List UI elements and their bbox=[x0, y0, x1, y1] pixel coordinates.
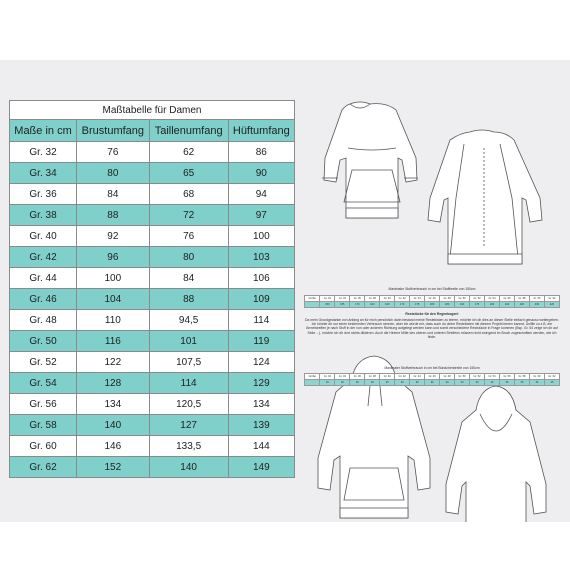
measure-cell: 103 bbox=[228, 247, 294, 268]
mini-size-cell: Gr. 40 bbox=[380, 374, 395, 380]
mini-size-cell: Gr. 32 bbox=[320, 374, 335, 380]
measure-cell: 80 bbox=[77, 163, 150, 184]
mini-size-cell: Gr. 60 bbox=[529, 296, 544, 302]
measure-cell: 140 bbox=[149, 457, 228, 478]
header-cell: Brustumfang bbox=[77, 120, 150, 142]
table-row bbox=[10, 142, 295, 163]
table-row bbox=[10, 394, 295, 415]
mini-size-cell: Gr. 58 bbox=[514, 296, 529, 302]
mini-value-cell: 170 bbox=[350, 302, 365, 308]
mini-value-cell: 30 bbox=[365, 380, 380, 386]
mini-size-cell: Gr. 42 bbox=[395, 296, 410, 302]
measure-cell: 94 bbox=[228, 184, 294, 205]
mini-value-cell: 30 bbox=[485, 380, 500, 386]
mini-value-cell: 230 bbox=[529, 302, 544, 308]
mini-value-cell: 160 bbox=[380, 302, 395, 308]
mini-size-cell: Gr. 44 bbox=[410, 374, 425, 380]
header-cell: Maße in cm bbox=[10, 120, 77, 142]
mini-size-cell: Gr. 36 bbox=[350, 296, 365, 302]
mini-size-cell: Gr. 56 bbox=[500, 374, 515, 380]
mini-value-cell: 170 bbox=[470, 302, 485, 308]
mini-value-cell: 30 bbox=[350, 380, 365, 386]
mini-size-cell: Gr. 62 bbox=[544, 374, 559, 380]
measure-cell: 86 bbox=[228, 142, 294, 163]
page-background bbox=[0, 60, 570, 522]
measure-cell: 129 bbox=[228, 373, 294, 394]
mini-value-cell: 220 bbox=[514, 302, 529, 308]
measure-cell: 133,5 bbox=[149, 436, 228, 457]
measure-cell: 96 bbox=[77, 247, 150, 268]
measure-cell: 144 bbox=[228, 436, 294, 457]
measure-cell: 119 bbox=[228, 331, 294, 352]
measure-cell: 72 bbox=[149, 205, 228, 226]
mini-size-cell: Gr. 42 bbox=[395, 374, 410, 380]
header-cell: Hüftumfang bbox=[228, 120, 294, 142]
measure-cell: 120,5 bbox=[149, 394, 228, 415]
mini-value-cell: 35 bbox=[529, 380, 544, 386]
cuff-consumption-table bbox=[304, 373, 560, 386]
mini-size-cell: Gr. 46 bbox=[425, 374, 440, 380]
mini-size-cell: Gr. 54 bbox=[485, 296, 500, 302]
illustration-panel bbox=[300, 88, 564, 522]
measure-cell: 127 bbox=[149, 415, 228, 436]
mini-size-cell: Gr. 56 bbox=[500, 296, 515, 302]
mini-value-cell: 220 bbox=[544, 302, 559, 308]
measure-cell: 104 bbox=[77, 289, 150, 310]
measure-cell: 68 bbox=[149, 184, 228, 205]
size-cell: Gr. 50 bbox=[10, 331, 77, 352]
mini-size-cell: Gr. 58 bbox=[514, 374, 529, 380]
measure-cell: 88 bbox=[77, 205, 150, 226]
measure-cell: 122 bbox=[77, 352, 150, 373]
mini-value-cell: 150 bbox=[320, 302, 335, 308]
mini-value-cell: 30 bbox=[425, 380, 440, 386]
mini-value-cell: 35 bbox=[514, 380, 529, 386]
mini-value-cell: 30 bbox=[395, 380, 410, 386]
mini-label: Größe bbox=[305, 296, 320, 302]
size-cell: Gr. 60 bbox=[10, 436, 77, 457]
mini-size-cell: Gr. 46 bbox=[425, 296, 440, 302]
size-cell: Gr. 46 bbox=[10, 289, 77, 310]
mini-size-cell: Gr. 34 bbox=[335, 296, 350, 302]
measure-cell: 134 bbox=[228, 394, 294, 415]
mini-value-cell: 35 bbox=[500, 380, 515, 386]
mini-size-cell: Gr. 54 bbox=[485, 374, 500, 380]
mini-value-cell: 190 bbox=[455, 302, 470, 308]
mini-value-cell: 30 bbox=[335, 380, 350, 386]
measure-cell: 90 bbox=[228, 163, 294, 184]
mini-size-cell: Gr. 44 bbox=[410, 296, 425, 302]
table-row bbox=[10, 205, 295, 226]
measure-cell: 84 bbox=[149, 268, 228, 289]
mini-value-cell: 30 bbox=[470, 380, 485, 386]
size-cell: Gr. 42 bbox=[10, 247, 77, 268]
table-row bbox=[10, 184, 295, 205]
mini-label-empty bbox=[305, 302, 320, 308]
table-title: Maßtabelle für Damen bbox=[10, 101, 295, 120]
mini-size-cell: Gr. 50 bbox=[455, 374, 470, 380]
mini-value-cell: 30 bbox=[455, 380, 470, 386]
sweatshirt-back-drawing bbox=[428, 130, 542, 264]
mini-value-cell: 175 bbox=[410, 302, 425, 308]
table-row bbox=[10, 457, 295, 478]
measure-cell: 139 bbox=[228, 415, 294, 436]
measure-cell: 152 bbox=[77, 457, 150, 478]
header-cell: Taillenumfang bbox=[149, 120, 228, 142]
measure-cell: 109 bbox=[228, 289, 294, 310]
size-cell: Gr. 36 bbox=[10, 184, 77, 205]
size-cell: Gr. 52 bbox=[10, 352, 77, 373]
size-cell: Gr. 56 bbox=[10, 394, 77, 415]
measure-cell: 128 bbox=[77, 373, 150, 394]
size-cell: Gr. 54 bbox=[10, 373, 77, 394]
mini-value-cell: 35 bbox=[544, 380, 559, 386]
table-2-caption: Maximaler Stoffverbrauch in cm bei Bündchenbreite von 150cm bbox=[384, 366, 480, 370]
mini-size-cell: Gr. 52 bbox=[470, 374, 485, 380]
measure-cell: 88 bbox=[149, 289, 228, 310]
size-cell: Gr. 62 bbox=[10, 457, 77, 478]
size-cell: Gr. 40 bbox=[10, 226, 77, 247]
table-row bbox=[10, 247, 295, 268]
size-table bbox=[9, 100, 295, 478]
mini-value-cell: 30 bbox=[440, 380, 455, 386]
mini-size-cell: Gr. 60 bbox=[529, 374, 544, 380]
measure-cell: 134 bbox=[77, 394, 150, 415]
measure-cell: 84 bbox=[77, 184, 150, 205]
mini-size-cell: Gr. 62 bbox=[544, 296, 559, 302]
rest-body: Da mein Grundgedanke von Anfang an für mich persönlich darin bestand meine Restekisten zu leeren, möchte ich dir dies an dieser Stelle einfach genauso weitergeben. Ich könnte dir nur einen bestimmten Verbrauch nennen, aber ich würde mir, dass auch du deine Restekisten mit diesem Projekt leeren kannst. Unifile zu z.B. der Ärmelstreifen je nach Stoff in der von oder anderen Richtung aufgelegt werden kann und somit verschiedene Reststücke in Frage kommen (Bsp. Gr. 54 zeige ich dir auf Seite ...), möchte ich dir dort nichts diktieren. Auch die Hintere Mitte des oberen und unteren Streifens müssen nicht zwingend im Bruch zugeschnitten werden, wie ich finde. bbox=[305, 318, 559, 339]
mini-value-cell: 30 bbox=[320, 380, 335, 386]
measure-cell: 100 bbox=[77, 268, 150, 289]
table-row bbox=[10, 373, 295, 394]
measure-cell: 76 bbox=[77, 142, 150, 163]
measure-cell: 116 bbox=[77, 331, 150, 352]
measure-cell: 107,5 bbox=[149, 352, 228, 373]
size-cell: Gr. 58 bbox=[10, 415, 77, 436]
measure-cell: 146 bbox=[77, 436, 150, 457]
measure-cell: 101 bbox=[149, 331, 228, 352]
mini-label-empty bbox=[305, 380, 320, 386]
table-row bbox=[10, 163, 295, 184]
mini-value-cell: 160 bbox=[365, 302, 380, 308]
measure-cell: 124 bbox=[228, 352, 294, 373]
rest-title: Reststücke für den Regenbogen! bbox=[405, 312, 459, 316]
mini-size-cell: Gr. 52 bbox=[470, 296, 485, 302]
measure-cell: 80 bbox=[149, 247, 228, 268]
measure-cell: 106 bbox=[228, 268, 294, 289]
fabric-consumption-table bbox=[304, 295, 560, 308]
table-header-row bbox=[10, 120, 295, 142]
measure-cell: 114 bbox=[228, 310, 294, 331]
size-cell: Gr. 32 bbox=[10, 142, 77, 163]
mini-size-cell: Gr. 34 bbox=[335, 374, 350, 380]
measure-cell: 100 bbox=[228, 226, 294, 247]
mini-size-cell: Gr. 38 bbox=[365, 296, 380, 302]
mini-size-cell: Gr. 40 bbox=[380, 296, 395, 302]
measure-cell: 65 bbox=[149, 163, 228, 184]
mini-label: Größe bbox=[305, 374, 320, 380]
measure-cell: 76 bbox=[149, 226, 228, 247]
measure-cell: 110 bbox=[77, 310, 150, 331]
mini-value-cell: 200 bbox=[485, 302, 500, 308]
measure-cell: 114 bbox=[149, 373, 228, 394]
mini-size-cell: Gr. 38 bbox=[365, 374, 380, 380]
mini-value-cell: 170 bbox=[395, 302, 410, 308]
measure-cell: 62 bbox=[149, 142, 228, 163]
mini-size-cell: Gr. 36 bbox=[350, 374, 365, 380]
size-cell: Gr. 44 bbox=[10, 268, 77, 289]
size-cell: Gr. 38 bbox=[10, 205, 77, 226]
table-row bbox=[10, 310, 295, 331]
hoodie-back-drawing bbox=[446, 386, 546, 522]
size-cell: Gr. 48 bbox=[10, 310, 77, 331]
table-row bbox=[10, 268, 295, 289]
mini-value-cell: 30 bbox=[410, 380, 425, 386]
measure-cell: 92 bbox=[77, 226, 150, 247]
sweatshirt-front-drawing bbox=[322, 102, 418, 218]
table-1-caption: Maximaler Stoffverbrauch in cm bei Stoffbreite von 150cm bbox=[388, 287, 476, 291]
table-row bbox=[10, 352, 295, 373]
measure-cell: 140 bbox=[77, 415, 150, 436]
mini-value-cell: 210 bbox=[500, 302, 515, 308]
mini-value-cell: 180 bbox=[425, 302, 440, 308]
mini-size-cell: Gr. 50 bbox=[455, 296, 470, 302]
measure-cell: 149 bbox=[228, 457, 294, 478]
measure-cell: 97 bbox=[228, 205, 294, 226]
measure-cell: 94,5 bbox=[149, 310, 228, 331]
table-row bbox=[10, 289, 295, 310]
mini-value-cell: 30 bbox=[380, 380, 395, 386]
table-row bbox=[10, 226, 295, 247]
table-row bbox=[10, 436, 295, 457]
mini-value-cell: 180 bbox=[440, 302, 455, 308]
size-cell: Gr. 34 bbox=[10, 163, 77, 184]
mini-size-cell: Gr. 48 bbox=[440, 374, 455, 380]
mini-value-cell: 155 bbox=[335, 302, 350, 308]
mini-size-cell: Gr. 48 bbox=[440, 296, 455, 302]
table-row bbox=[10, 331, 295, 352]
mini-size-cell: Gr. 32 bbox=[320, 296, 335, 302]
table-row bbox=[10, 415, 295, 436]
